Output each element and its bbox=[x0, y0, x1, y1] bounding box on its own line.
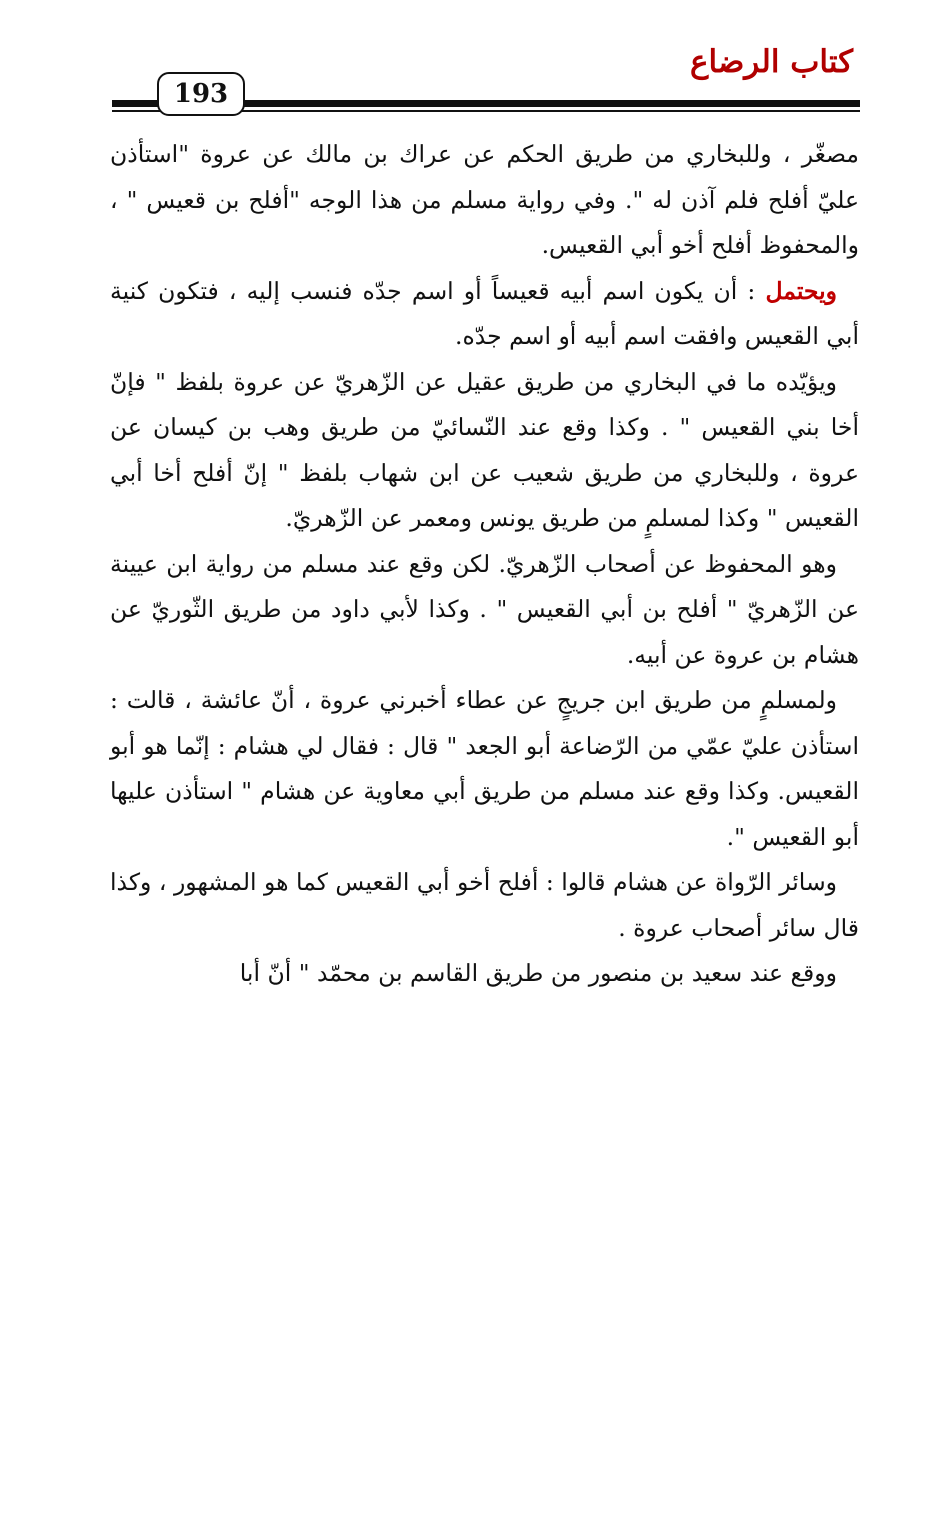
paragraph-text: : أن يكون اسم أبيه قعيساً أو اسم جدّه فنسب إليه ، فتكون كنية أبي القعيس وافقت اسم أبيه أو اسم جدّه. bbox=[110, 276, 859, 350]
paragraph-text: وهو المحفوظ عن أصحاب الزّهريّ. لكن وقع عند مسلم من رواية ابن عيينة عن الزّهريّ " أفلح بن أبي القعيس " . وكذا لأبي داود من طريق الثّوريّ عن هشام بن عروة عن أبيه. bbox=[110, 549, 859, 669]
paragraph bbox=[110, 678, 859, 860]
paragraph bbox=[110, 542, 859, 679]
chapter-title: كتاب الرضاع bbox=[690, 44, 853, 80]
paragraph bbox=[110, 860, 859, 951]
paragraph bbox=[110, 132, 859, 269]
page-number: 193 bbox=[173, 79, 229, 109]
body-text bbox=[110, 132, 859, 997]
paragraph-text: ويؤيّده ما في البخاري من طريق عقيل عن الزّهريّ عن عروة بلفظ " فإنّ أخا بني القعيس " . وكذا وقع عند النّسائيّ من طريق وهب بن كيسان عن عروة ، وللبخاري من طريق شعيب عن ابن شهاب بلفظ " إنّ أفلح أخا أبي القعيس " وكذا لمسلمٍ من طريق يونس ومعمر عن الزّهريّ. bbox=[110, 367, 859, 532]
paragraph bbox=[110, 951, 859, 997]
page-number-box bbox=[157, 72, 245, 116]
paragraph-text: ووقع عند سعيد بن منصور من طريق القاسم بن محمّد " أنّ أبا bbox=[239, 959, 837, 987]
paragraph-text: مصغّر ، وللبخاري من طريق الحكم عن عراك بن مالك عن عروة "استأذن عليّ أفلح فلم آذن له ". وفي رواية مسلم من هذا الوجه "أفلح بن قعيس " ، والمحفوظ أفلح أخو أبي القعيس. bbox=[110, 140, 859, 259]
page-header bbox=[0, 0, 945, 130]
paragraph bbox=[110, 360, 859, 542]
paragraph bbox=[110, 269, 859, 360]
paragraph-text: وسائر الرّواة عن هشام قالوا : أفلح أخو أبي القعيس كما هو المشهور ، وكذا قال سائر أصحاب عروة . bbox=[110, 868, 859, 942]
paragraph-lead: ويحتمل bbox=[765, 276, 837, 305]
paragraph-text: ولمسلمٍ من طريق ابن جريجٍ عن عطاء أخبرني عروة ، أنّ عائشة ، قالت : استأذن عليّ عمّي من الرّضاعة أبو الجعد " قال : فقال لي هشام : إنّما هو أبو القعيس. وكذا وقع عند مسلم من طريق أبي معاوية عن هشام " استأذن عليها أبو القعيس ". bbox=[110, 686, 859, 851]
